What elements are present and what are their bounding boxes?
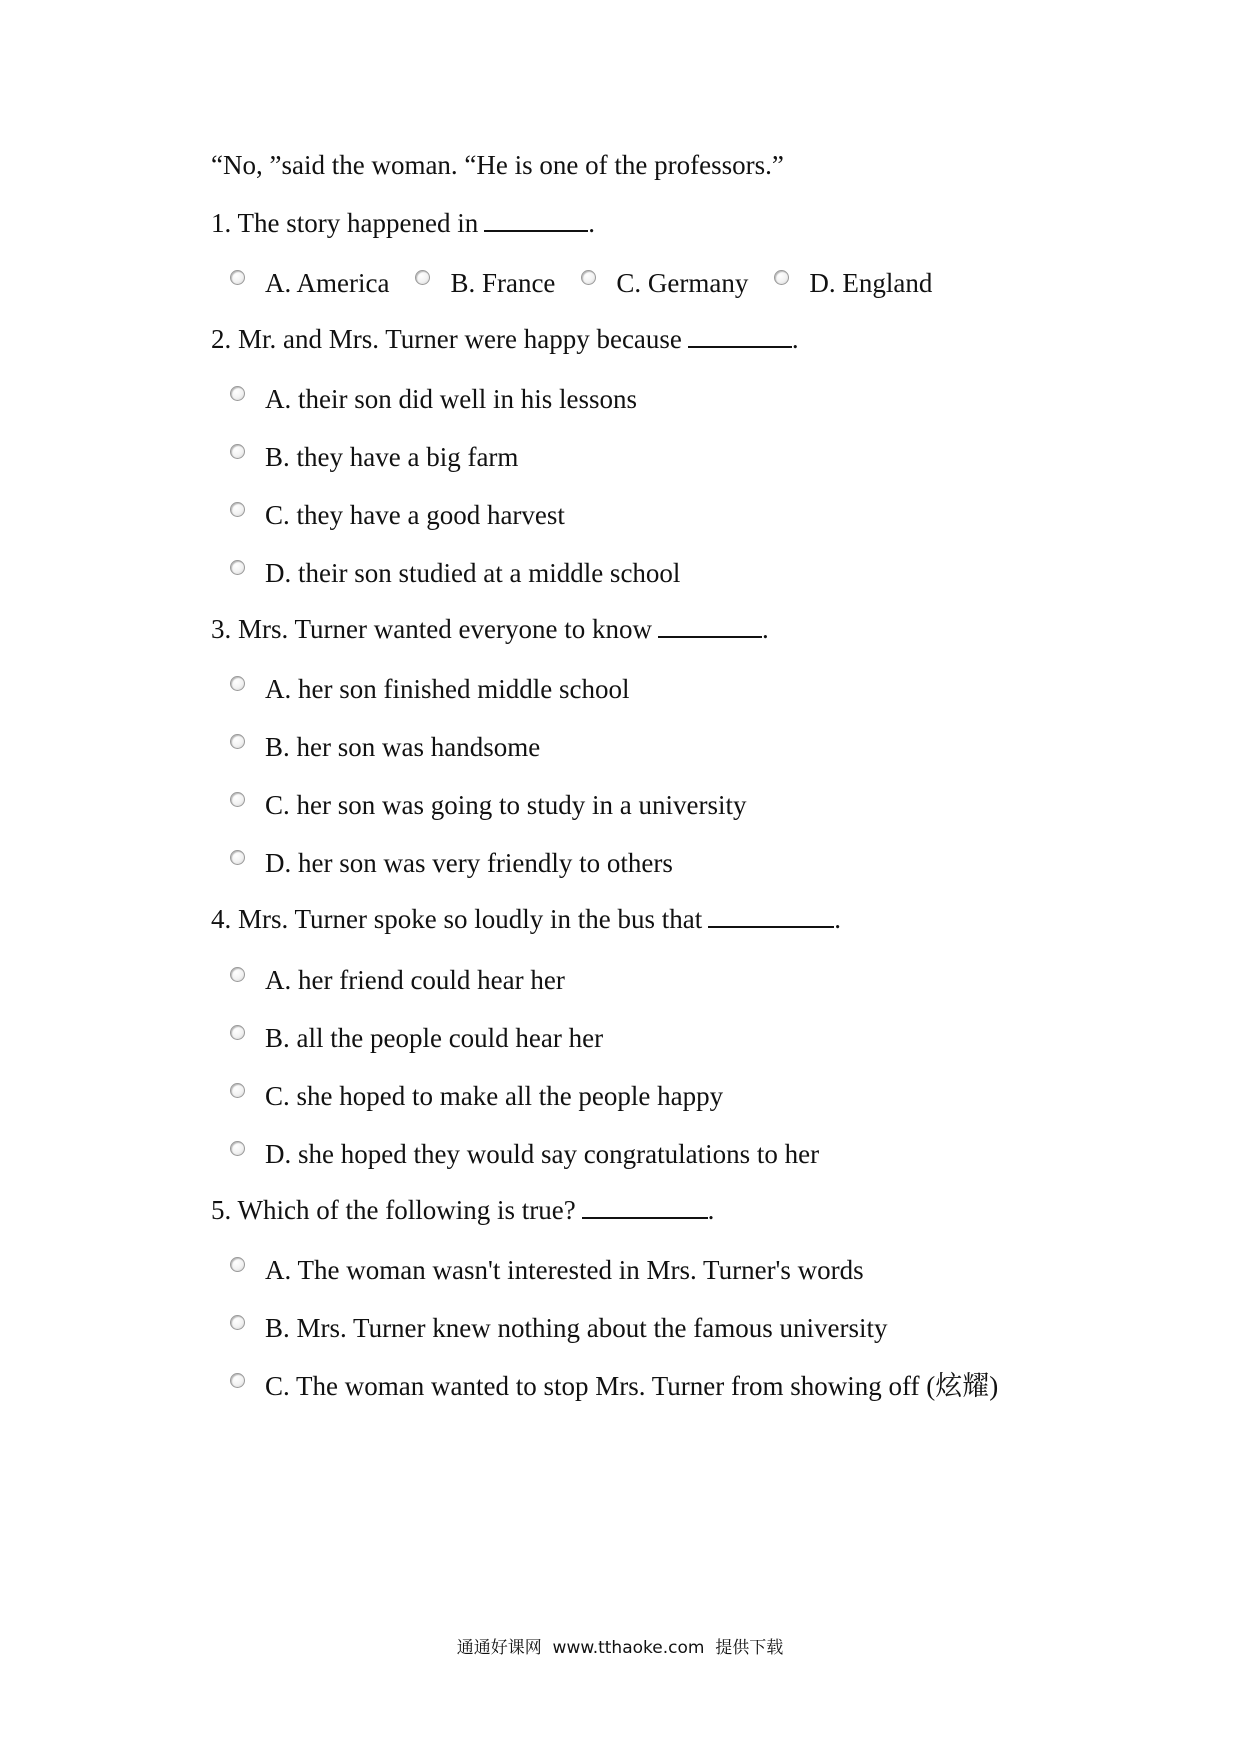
option-label: C. they have a good harvest [265,500,565,530]
radio-button[interactable] [230,502,245,517]
q1-option-d[interactable] [774,266,932,300]
answer-blank [708,902,834,928]
question-3-end: . [761,614,769,644]
option-label: A. her son finished middle school [265,674,630,704]
answer-blank [658,612,762,638]
radio-button[interactable] [230,1315,245,1330]
q4-option-a[interactable] [230,963,565,997]
option-label: C. Germany [616,268,749,298]
answer-blank [582,1193,708,1219]
question-4-end: . [834,904,842,934]
passage-end-text: “No, ”said the woman. “He is one of the professors.” [211,150,784,180]
q2-option-b[interactable] [230,440,518,474]
q1-option-a[interactable] [230,266,389,300]
q4-option-c[interactable] [230,1079,723,1113]
radio-button[interactable] [230,386,245,401]
question-5 [211,1193,714,1227]
option-label: C. her son was going to study in a university [265,790,747,820]
q3-option-c[interactable] [230,788,746,822]
question-4-stem: 4. Mrs. Turner spoke so loudly in the bus that [211,904,703,934]
radio-button[interactable] [774,270,789,285]
radio-button[interactable] [230,1257,245,1272]
question-3-stem: 3. Mrs. Turner wanted everyone to know [211,614,652,644]
radio-button[interactable] [230,967,245,982]
option-label: B. her son was handsome [265,732,541,762]
option-label: D. their son studied at a middle school [265,558,681,588]
option-label: B. Mrs. Turner knew nothing about the famous university [265,1313,888,1343]
option-label: B. France [450,268,556,298]
q5-option-a[interactable] [230,1253,864,1287]
q4-option-d[interactable] [230,1137,819,1171]
question-5-stem: 5. Which of the following is true? [211,1195,576,1225]
option-label: A. her friend could hear her [265,965,565,995]
radio-button[interactable] [230,1083,245,1098]
radio-button[interactable] [230,792,245,807]
q3-option-b[interactable] [230,730,540,764]
radio-button[interactable] [230,560,245,575]
question-1-end: . [588,208,595,238]
question-5-end: . [707,1195,715,1225]
radio-button[interactable] [230,1025,245,1040]
radio-button[interactable] [230,270,245,285]
radio-button[interactable] [230,1141,245,1156]
q3-option-a[interactable] [230,672,629,706]
q1-option-b[interactable] [415,266,555,300]
option-label: A. their son did well in his lessons [265,384,637,414]
option-label: B. they have a big farm [265,442,519,472]
q5-option-c[interactable] [230,1369,998,1403]
q2-option-c[interactable] [230,498,565,532]
question-3 [211,612,769,646]
option-label: D. she hoped they would say congratulations to her [265,1139,820,1169]
radio-button[interactable] [581,270,596,285]
q2-option-d[interactable] [230,556,680,590]
page-footer: 通通好课网 www.tthaoke.com 提供下载 [456,1638,784,1658]
question-4 [211,902,841,936]
question-2-end: . [791,324,799,354]
question-2 [211,322,799,356]
option-label: D. England [809,268,933,298]
option-label: A. America [265,268,390,298]
radio-button[interactable] [415,270,430,285]
q5-option-b[interactable] [230,1311,887,1345]
question-1-stem: 1. The story happened in [211,208,479,238]
answer-blank [484,206,588,232]
radio-button[interactable] [230,850,245,865]
radio-button[interactable] [230,676,245,691]
radio-button[interactable] [230,734,245,749]
option-label: D. her son was very friendly to others [265,848,673,878]
radio-button[interactable] [230,1373,245,1388]
q3-option-d[interactable] [230,846,673,880]
option-label: A. The woman wasn't interested in Mrs. Turner's words [265,1255,864,1285]
question-1-options [230,266,932,300]
answer-blank [688,322,792,348]
q2-option-a[interactable] [230,382,637,416]
option-label: C. she hoped to make all the people happy [265,1081,724,1111]
question-2-stem: 2. Mr. and Mrs. Turner were happy because [211,324,682,354]
q4-option-b[interactable] [230,1021,603,1055]
radio-button[interactable] [230,444,245,459]
option-label: B. all the people could hear her [265,1023,604,1053]
option-label: C. The woman wanted to stop Mrs. Turner from showing off (炫耀) [265,1371,999,1401]
question-1 [211,206,595,240]
q1-option-c[interactable] [581,266,748,300]
